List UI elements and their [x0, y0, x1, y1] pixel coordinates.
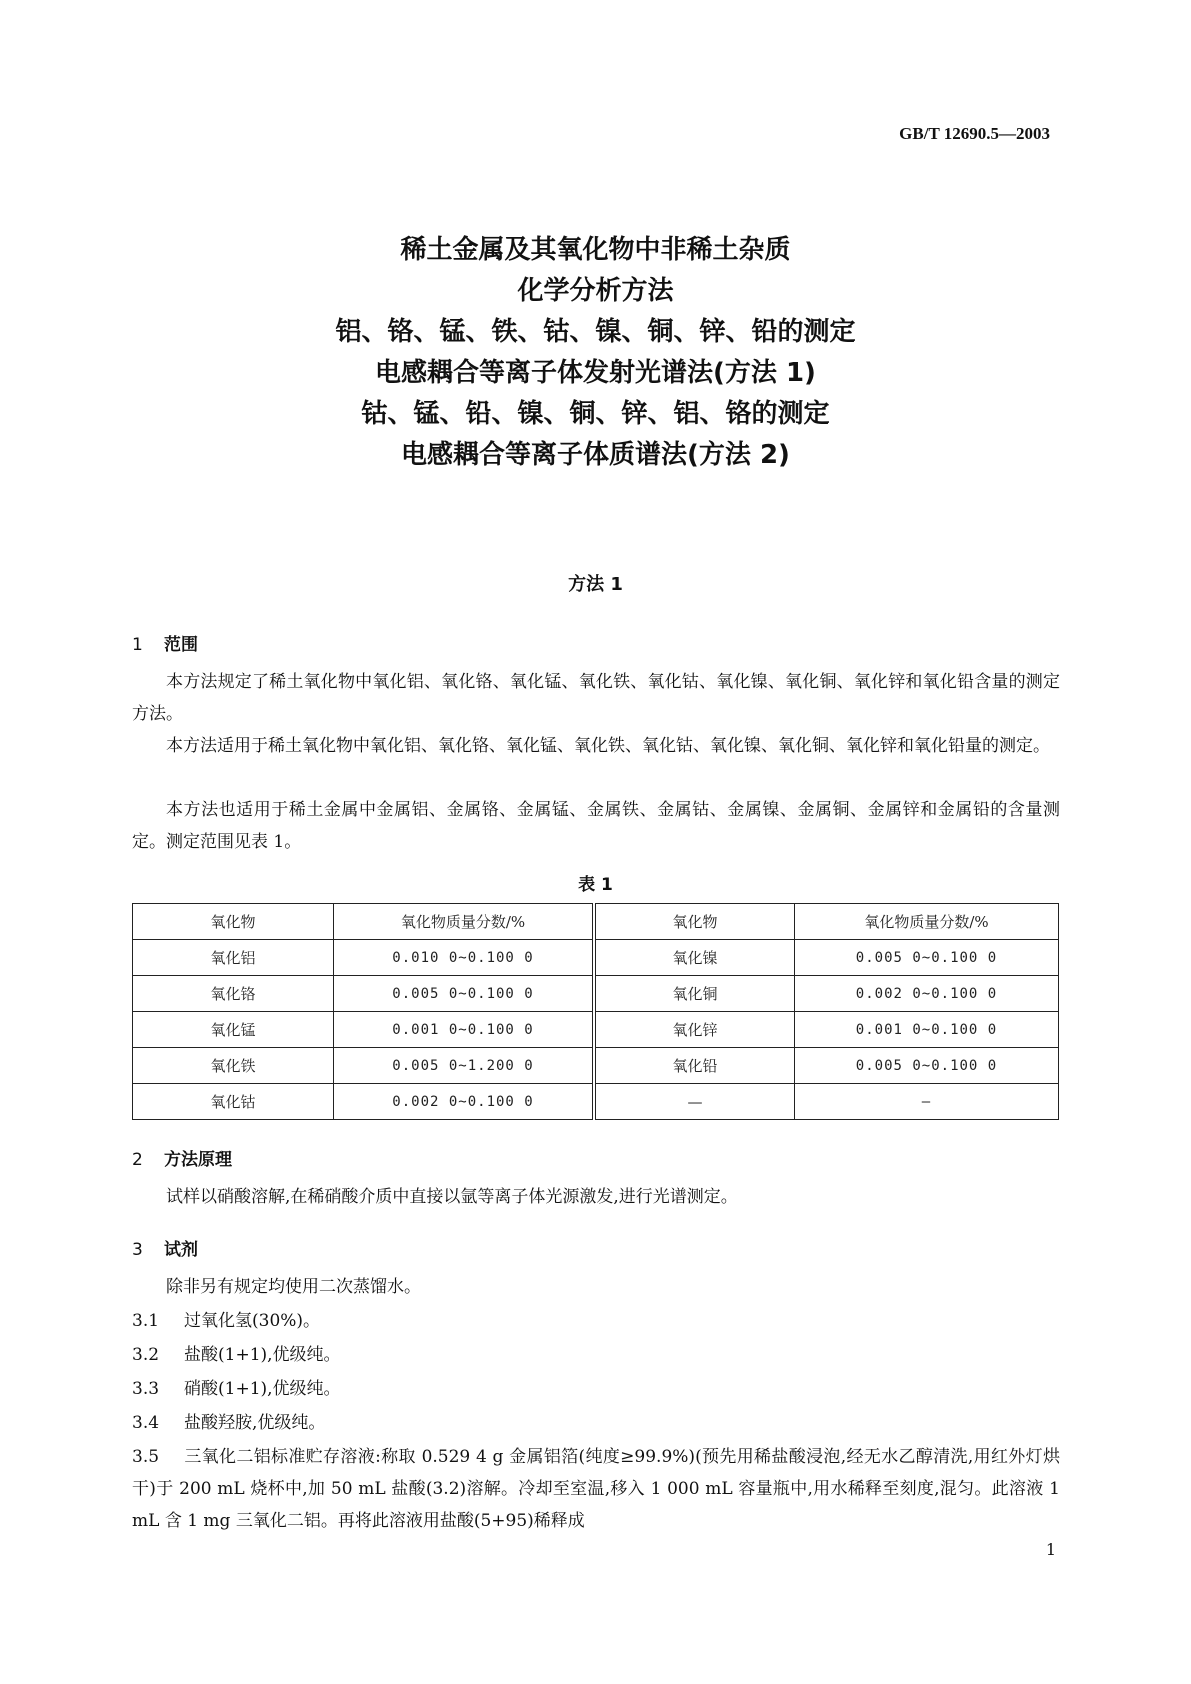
table-row [133, 940, 1059, 976]
title-line: 电感耦合等离子体发射光谱法(方法 1) [375, 358, 816, 388]
table-cell: 0.005 0~0.100 0 [795, 940, 1059, 976]
table-cell: 0.002 0~0.100 0 [795, 976, 1059, 1012]
table-cell: — [594, 1084, 795, 1120]
table-cell: 0.001 0~0.100 0 [334, 1012, 595, 1048]
table-header-row [133, 904, 1059, 940]
table-cell: 0.005 0~0.100 0 [334, 976, 595, 1012]
section-number: 3 [132, 1240, 143, 1260]
scope-paragraph: 本方法也适用于稀土金属中金属铝、金属铬、金属锰、金属铁、金属钴、金属镍、金属铜、金属锌和金属铅的含量测定。测定范围见表 1。 [132, 800, 1060, 852]
table-caption: 表 1 [578, 875, 613, 895]
section-2-heading [132, 1145, 232, 1170]
reagent-item [132, 1339, 1060, 1371]
reagent-item [132, 1373, 1060, 1405]
table-cell: 氧化钴 [133, 1084, 334, 1120]
item-number: 3.1 [132, 1311, 160, 1331]
item-number: 3.5 [132, 1447, 160, 1467]
range-table [132, 903, 1059, 1120]
scope-paragraph: 本方法适用于稀土氧化物中氧化铝、氧化铬、氧化锰、氧化铁、氧化钴、氧化镍、氧化铜、氧化锌和氧化铅量的测定。 [166, 736, 1050, 756]
section-title: 方法原理 [164, 1150, 232, 1170]
reagent-intro: 除非另有规定均使用二次蒸馏水。 [166, 1277, 421, 1297]
item-number: 3.2 [132, 1345, 160, 1365]
section-number: 2 [132, 1150, 143, 1170]
reagent-item [132, 1441, 1060, 1537]
reagent-item [132, 1407, 1060, 1439]
table-row [133, 1012, 1059, 1048]
section-3-heading [132, 1235, 198, 1260]
page-number: 1 [1045, 1540, 1056, 1559]
table-cell: 氧化锰 [133, 1012, 334, 1048]
table-header-cell: 氧化物 [133, 904, 334, 940]
table-cell: 氧化镍 [594, 940, 795, 976]
table-row [133, 1084, 1059, 1120]
section-number: 1 [132, 635, 143, 655]
title-line: 稀土金属及其氧化物中非稀土杂质 [400, 235, 791, 265]
table-cell: 0.010 0~0.100 0 [334, 940, 595, 976]
title-line: 电感耦合等离子体质谱法(方法 2) [401, 440, 790, 470]
method-heading: 方法 1 [568, 574, 623, 595]
table-cell: 0.005 0~1.200 0 [334, 1048, 595, 1084]
table-header-cell: 氧化物 [594, 904, 795, 940]
table-cell: 氧化铝 [133, 940, 334, 976]
table-cell: — [795, 1084, 1059, 1120]
item-text: 盐酸(1+1),优级纯。 [184, 1345, 341, 1365]
table-header-cell: 氧化物质量分数/% [334, 904, 595, 940]
item-text: 盐酸羟胺,优级纯。 [184, 1413, 326, 1433]
item-text: 硝酸(1+1),优级纯。 [184, 1379, 341, 1399]
scope-paragraph: 本方法规定了稀土氧化物中氧化铝、氧化铬、氧化锰、氧化铁、氧化钴、氧化镍、氧化铜、氧化锌和氧化铅含量的测定方法。 [132, 672, 1060, 724]
title-line: 钴、锰、铅、镍、铜、锌、铝、铬的测定 [361, 399, 830, 429]
section-title: 试剂 [164, 1240, 198, 1260]
section-1-heading [132, 630, 198, 655]
table-row [133, 976, 1059, 1012]
table-cell: 0.002 0~0.100 0 [334, 1084, 595, 1120]
table-row [133, 1048, 1059, 1084]
item-number: 3.4 [132, 1413, 160, 1433]
item-number: 3.3 [132, 1379, 160, 1399]
table-cell: 氧化铅 [594, 1048, 795, 1084]
title-line: 化学分析方法 [517, 276, 674, 306]
table-cell: 氧化铬 [133, 976, 334, 1012]
item-text: 三氧化二铝标准贮存溶液:称取 0.529 4 g 金属铝箔(纯度≥99.9%)(预先用稀盐酸浸泡,经无水乙醇清洗,用红外灯烘干)于 200 mL 烧杯中,加 50 mL 盐酸(3.2)溶解。冷却至室温,移入 1 000 mL 容量瓶中,用水稀释至刻度,混匀。此溶液 1 mL 含 1 mg 三氧化二铝。再将此溶液用盐酸(5+95)稀释成 [132, 1447, 1060, 1531]
table-header-cell: 氧化物质量分数/% [795, 904, 1059, 940]
table-cell: 0.005 0~0.100 0 [795, 1048, 1059, 1084]
document-title [0, 230, 1191, 476]
table-cell: 0.001 0~0.100 0 [795, 1012, 1059, 1048]
table-cell: 氧化锌 [594, 1012, 795, 1048]
item-text: 过氧化氢(30%)。 [184, 1311, 321, 1331]
standard-number: GB/T 12690.5—2003 [899, 124, 1050, 143]
principle-paragraph: 试样以硝酸溶解,在稀硝酸介质中直接以氩等离子体光源激发,进行光谱测定。 [166, 1187, 738, 1207]
reagent-item [132, 1305, 1060, 1337]
section-title: 范围 [164, 635, 198, 655]
table-cell: 氧化铜 [594, 976, 795, 1012]
table-cell: 氧化铁 [133, 1048, 334, 1084]
title-line: 铝、铬、锰、铁、钴、镍、铜、锌、铅的测定 [335, 317, 856, 347]
